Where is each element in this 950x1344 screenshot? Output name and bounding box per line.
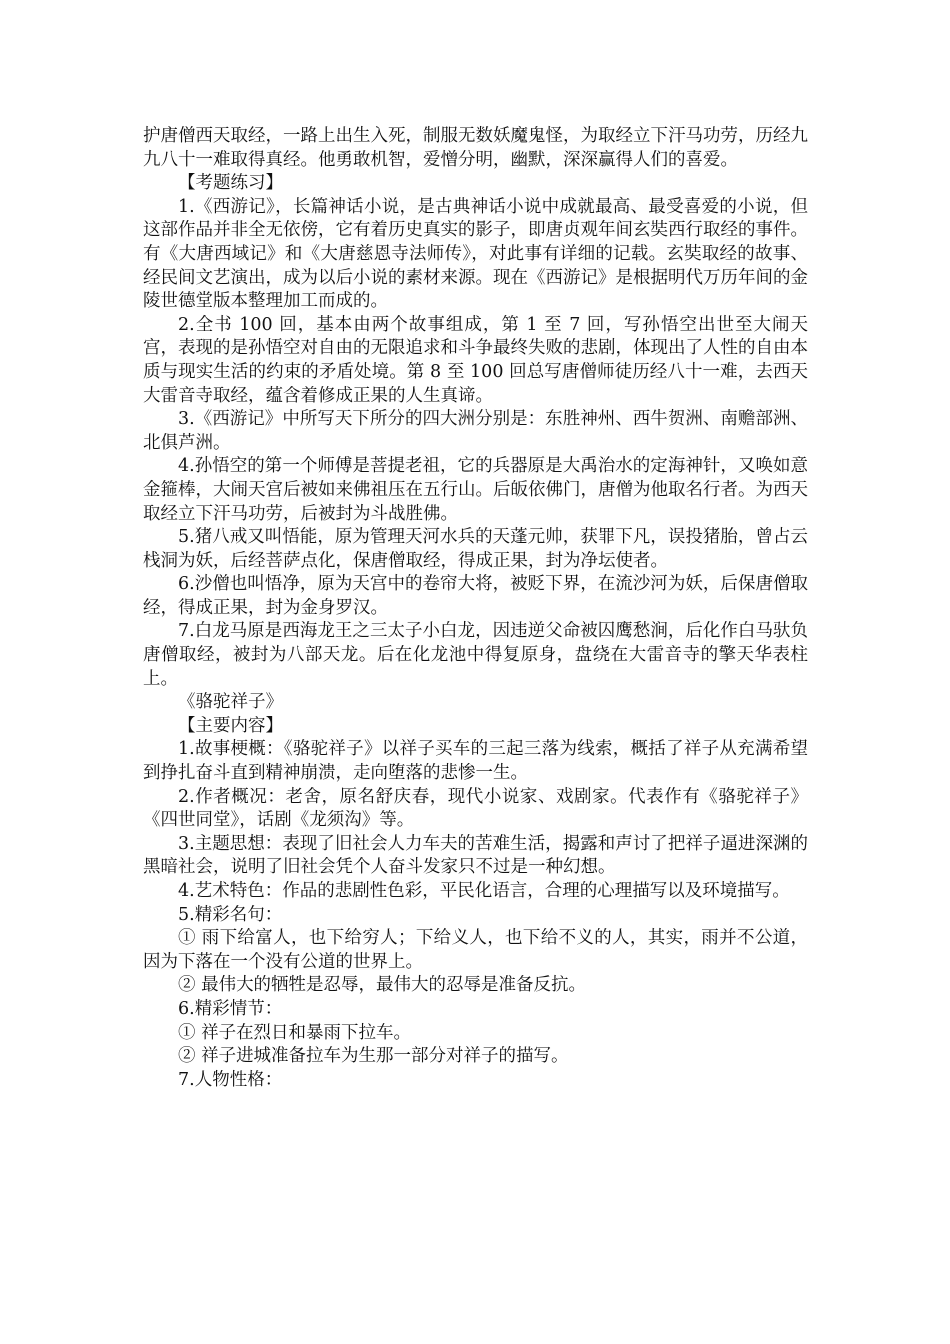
- quote-item: ② 最伟大的牺牲是忍辱，最伟大的忍辱是准备反抗。: [178, 975, 587, 996]
- paragraph: 7.人物性格：: [178, 1069, 283, 1090]
- quote-item: ① 雨下给富人，也下给穷人；下给义人，也下给不义的人，其实，雨并不公道，因为下落在一个没有公道的世界上。: [143, 928, 808, 972]
- paragraph: 4.孙悟空的第一个师傅是菩提老祖，它的兵器原是大禹治水的定海神针，又唤如意金箍棒，大闹天宫后被如来佛祖压在五行山。后皈依佛门，唐僧为他取名行者。为西天取经立下汗马功劳，后被封为斗战胜佛。: [143, 456, 808, 524]
- plot-item: ② 祥子进城准备拉车为生那一部分对祥子的描写。: [178, 1046, 569, 1067]
- paragraph: 7.白龙马原是西海龙王之三太子小白龙，因违逆父命被囚鹰愁涧，后化作白马驮负唐僧取经，被封为八部天龙。后在化龙池中得复原身，盘绕在大雷音寺的擎天华表柱上。: [143, 621, 808, 689]
- book-title-heading: 《骆驼祥子》: [178, 692, 283, 713]
- paragraph: 6.沙僧也叫悟净，原为天宫中的卷帘大将，被贬下界，在流沙河为妖，后保唐僧取经，得成正果，封为金身罗汉。: [143, 574, 808, 618]
- paragraph: 3.《西游记》中所写天下所分的四大洲分别是：东胜神州、西牛贺洲、南赡部洲、北俱芦洲。: [143, 409, 808, 453]
- section-heading-main-content: 【主要内容】: [178, 715, 283, 736]
- paragraph: 1.故事梗概：《骆驼祥子》以祥子买车的三起三落为线索，概括了祥子从充满希望到挣扎奋斗直到精神崩溃，走向堕落的悲惨一生。: [143, 739, 808, 784]
- paragraph: 3.主题思想：表现了旧社会人力车夫的苦难生活，揭露和声讨了把祥子逼进深渊的黑暗社会，说明了旧社会凭个人奋斗发家只不过是一种幻想。: [143, 833, 808, 878]
- paragraph: 护唐僧西天取经，一路上出生入死，制服无数妖魔鬼怪，为取经立下汗马功劳，历经九九八十一难取得真经。他勇敢机智，爱憎分明，幽默，深深赢得人们的喜爱。: [143, 126, 808, 170]
- paragraph: 5.精彩名句：: [178, 904, 283, 925]
- document-body: [143, 125, 808, 1092]
- paragraph: 1.《西游记》，长篇神话小说，是古典神话小说中成就最高、最受喜爱的小说，但这部作品并非全无依傍，它有着历史真实的影子，即唐贞观年间玄奘西行取经的事件。有《大唐西域记》和《大唐慈恩寺法师传》，对此事有详细的记载。玄奘取经的故事、经民间文艺演出，成为以后小说的素材来源。现在《西游记》是根据明代万历年间的金陵世德堂版本整理加工而成的。: [143, 196, 808, 312]
- section-heading-exam-practice: 【考题练习】: [178, 173, 283, 194]
- paragraph: 2.全书 100 回，基本由两个故事组成，第 1 至 7 回，写孙悟空出世至大闹天宫，表现的是孙悟空对自由的无限追求和斗争最终失败的悲剧，体现出了人性的自由本质与现实生活的约束的矛盾处境。第 8 至 100 回总写唐僧师徒历经八十一难，去西天大雷音寺取经，蕴含着修成正果的人生真谛。: [143, 314, 808, 406]
- paragraph: 5.猪八戒又叫悟能，原为管理天河水兵的天蓬元帅，获罪下凡，误投猪胎，曾占云栈洞为妖，后经菩萨点化，保唐僧取经，得成正果，封为净坛使者。: [143, 527, 808, 571]
- plot-item: ① 祥子在烈日和暴雨下拉车。: [178, 1022, 412, 1043]
- paragraph: 6.精彩情节：: [178, 998, 283, 1019]
- paragraph: 4.艺术特色：作品的悲剧性色彩，平民化语言，合理的心理描写以及环境描写。: [178, 881, 790, 901]
- paragraph: 2.作者概况：老舍，原名舒庆春，现代小说家、戏剧家。代表作有《骆驼祥子》《四世同堂》，话剧《龙须沟》等。: [143, 786, 808, 831]
